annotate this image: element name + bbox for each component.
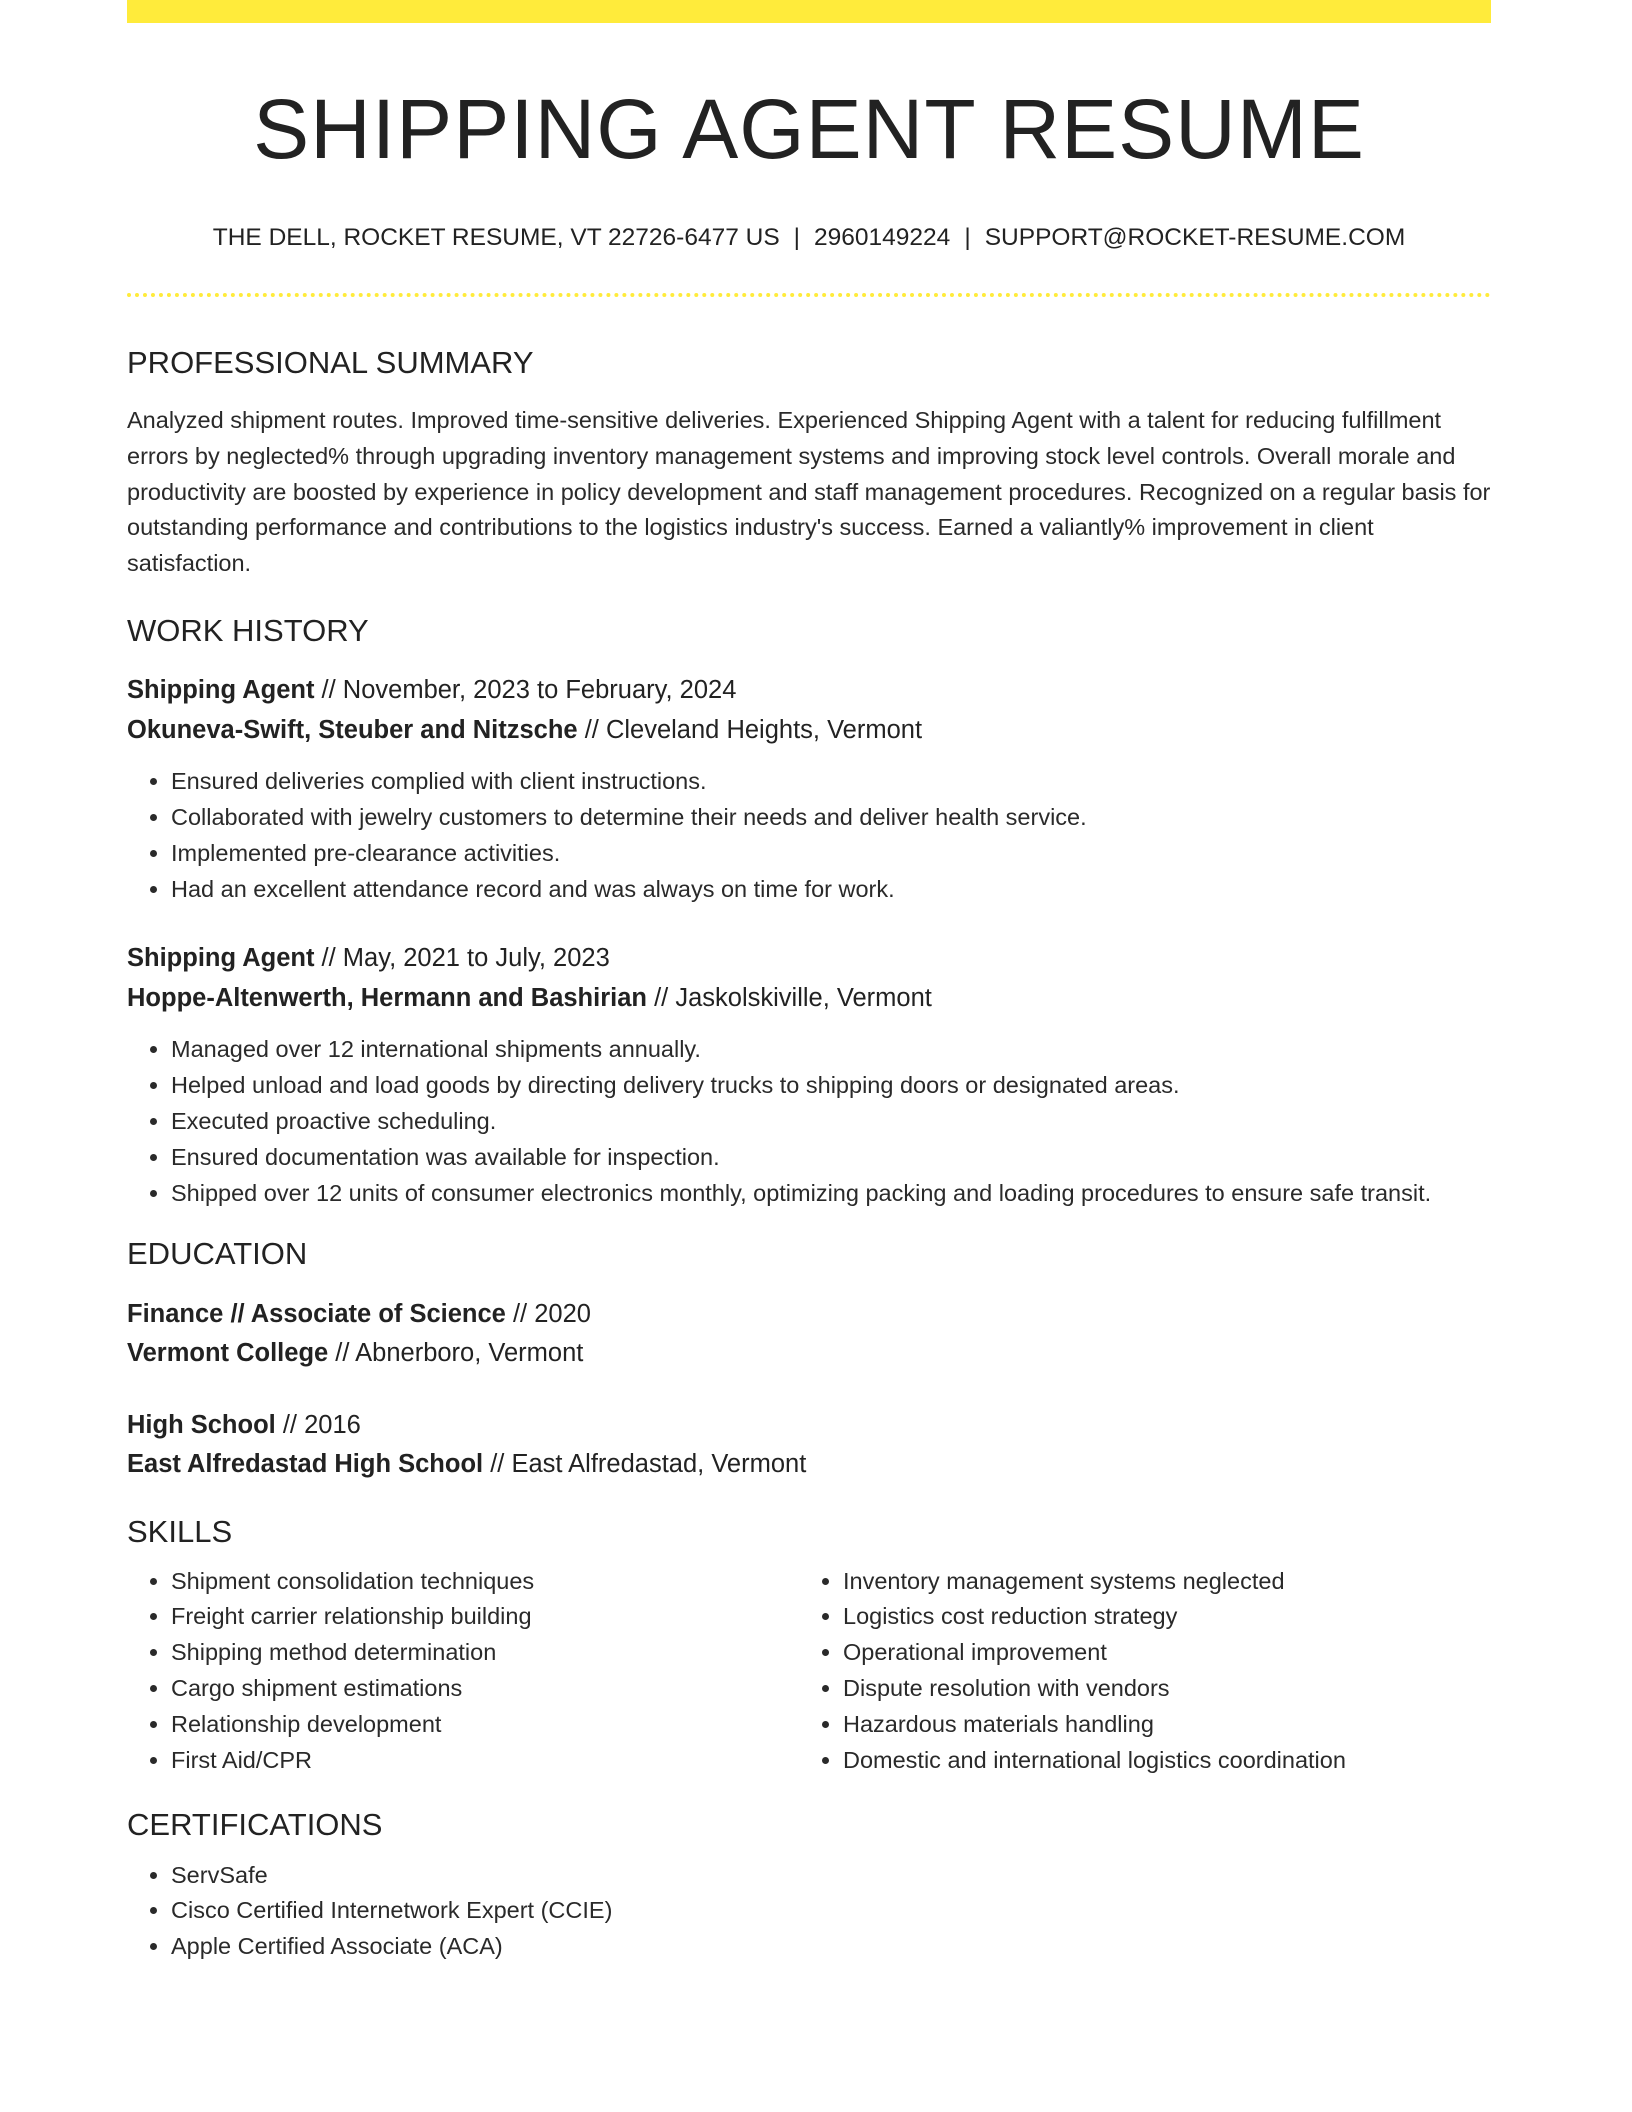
list-item: • Collaborated with jewelry customers to determine their needs and deliver health service. bbox=[171, 800, 1491, 836]
certifications-heading: CERTIFICATIONS bbox=[127, 1807, 383, 1843]
job-company: Hoppe-Altenwerth, Hermann and Bashirian bbox=[127, 983, 647, 1012]
job-bullets bbox=[127, 1032, 1491, 1211]
job-location: // Jaskolskiville, Vermont bbox=[647, 983, 932, 1012]
list-item: • Logistics cost reduction strategy bbox=[843, 1599, 1471, 1635]
skills-grid bbox=[127, 1564, 1491, 1779]
education-location: // Abnerboro, Vermont bbox=[328, 1339, 584, 1367]
job-company-line bbox=[127, 711, 1491, 751]
list-item: • Apple Certified Associate (ACA) bbox=[171, 1929, 1491, 1965]
job-title-line bbox=[127, 671, 1491, 711]
job-entry bbox=[127, 939, 1491, 1211]
education-degree-line bbox=[127, 1406, 1491, 1446]
top-accent-bar bbox=[127, 0, 1491, 23]
job-dates: // November, 2023 to February, 2024 bbox=[314, 676, 737, 705]
job-role: Shipping Agent bbox=[127, 676, 315, 705]
education-degree: Finance // Associate of Science bbox=[127, 1299, 506, 1328]
list-item: • Implemented pre-clearance activities. bbox=[171, 836, 1491, 872]
education-entry bbox=[127, 1406, 1491, 1485]
work-history-heading: WORK HISTORY bbox=[127, 612, 369, 648]
contact-address: THE DELL, ROCKET RESUME, VT 22726-6477 US bbox=[212, 224, 780, 252]
list-item: • First Aid/CPR bbox=[171, 1743, 799, 1779]
job-location: // Cleveland Heights, Vermont bbox=[577, 715, 923, 744]
job-role: Shipping Agent bbox=[127, 944, 315, 973]
skills-right-column bbox=[799, 1564, 1471, 1779]
list-item: • Cargo shipment estimations bbox=[171, 1671, 799, 1707]
contact-line bbox=[127, 223, 1491, 252]
contact-email[interactable]: SUPPORT@ROCKET-RESUME.COM bbox=[984, 224, 1406, 252]
list-item: • Ensured documentation was available for inspection. bbox=[171, 1140, 1491, 1176]
certifications-section bbox=[127, 1806, 1491, 1965]
education-entry bbox=[127, 1295, 1491, 1374]
list-item: • Freight carrier relationship building bbox=[171, 1599, 799, 1635]
education-school: East Alfredastad High School bbox=[127, 1450, 484, 1478]
dotted-divider bbox=[127, 293, 1491, 297]
summary-text: Analyzed shipment routes. Improved time-sensitive deliveries. Experienced Shipping Agent with a talent for reducing fulfillment errors by neglected% through upgrading inventory management systems and improving stock level controls. Overall morale and productivity are boosted by experience in policy development and staff management procedures. Recognized on a regular basis for outstanding performance and contributions to the logistics industry's success. Earned a valiantly% improvement in client satisfaction. bbox=[127, 406, 1491, 577]
list-item: • Domestic and international logistics coordination bbox=[843, 1743, 1471, 1779]
job-title-line bbox=[127, 939, 1491, 979]
skills-section bbox=[127, 1513, 1491, 1779]
contact-separator: | bbox=[793, 224, 801, 252]
education-section bbox=[127, 1235, 1491, 1484]
summary-heading: PROFESSIONAL SUMMARY bbox=[127, 344, 534, 380]
education-location: // East Alfredastad, Vermont bbox=[483, 1450, 807, 1478]
list-item: • Cisco Certified Internetwork Expert (CCIE) bbox=[171, 1893, 1491, 1929]
education-year: // 2020 bbox=[505, 1299, 591, 1328]
education-school-line bbox=[127, 1334, 1491, 1374]
list-item: • Had an excellent attendance record and was always on time for work. bbox=[171, 872, 1491, 908]
list-item: • Shipped over 12 units of consumer electronics monthly, optimizing packing and loading procedures to ensure safe transit. bbox=[171, 1176, 1491, 1212]
list-item: • Shipment consolidation techniques bbox=[171, 1564, 799, 1600]
resume-page bbox=[127, 0, 1491, 1965]
resume-title: SHIPPING AGENT RESUME bbox=[253, 82, 1365, 176]
list-item: • Shipping method determination bbox=[171, 1635, 799, 1671]
skills-left-column bbox=[127, 1564, 799, 1779]
skills-heading: SKILLS bbox=[127, 1513, 233, 1549]
list-item: • Ensured deliveries complied with client instructions. bbox=[171, 764, 1491, 800]
list-item: • Inventory management systems neglected bbox=[843, 1564, 1471, 1600]
education-degree: High School bbox=[127, 1410, 276, 1439]
list-item: • Executed proactive scheduling. bbox=[171, 1104, 1491, 1140]
list-item: • Hazardous materials handling bbox=[843, 1707, 1471, 1743]
job-entry bbox=[127, 671, 1491, 907]
education-degree-line bbox=[127, 1295, 1491, 1335]
list-item: • Managed over 12 international shipments annually. bbox=[171, 1032, 1491, 1068]
list-item: • Helped unload and load goods by directing delivery trucks to shipping doors or designated areas. bbox=[171, 1068, 1491, 1104]
contact-separator: | bbox=[964, 224, 971, 252]
education-year: // 2016 bbox=[275, 1410, 361, 1439]
education-school: Vermont College bbox=[127, 1339, 329, 1367]
education-school-line bbox=[127, 1445, 1491, 1485]
education-heading: EDUCATION bbox=[127, 1236, 308, 1272]
list-item: • Dispute resolution with vendors bbox=[843, 1671, 1471, 1707]
job-company-line bbox=[127, 979, 1491, 1019]
job-company: Okuneva-Swift, Steuber and Nitzsche bbox=[127, 715, 578, 744]
contact-phone: 2960149224 bbox=[814, 224, 951, 252]
job-bullets bbox=[127, 764, 1491, 907]
list-item: • ServSafe bbox=[171, 1858, 1491, 1894]
certifications-list bbox=[127, 1858, 1491, 1965]
work-history-section bbox=[127, 612, 1491, 1211]
list-item: • Relationship development bbox=[171, 1707, 799, 1743]
list-item: • Operational improvement bbox=[843, 1635, 1471, 1671]
job-dates: // May, 2021 to July, 2023 bbox=[314, 944, 610, 973]
